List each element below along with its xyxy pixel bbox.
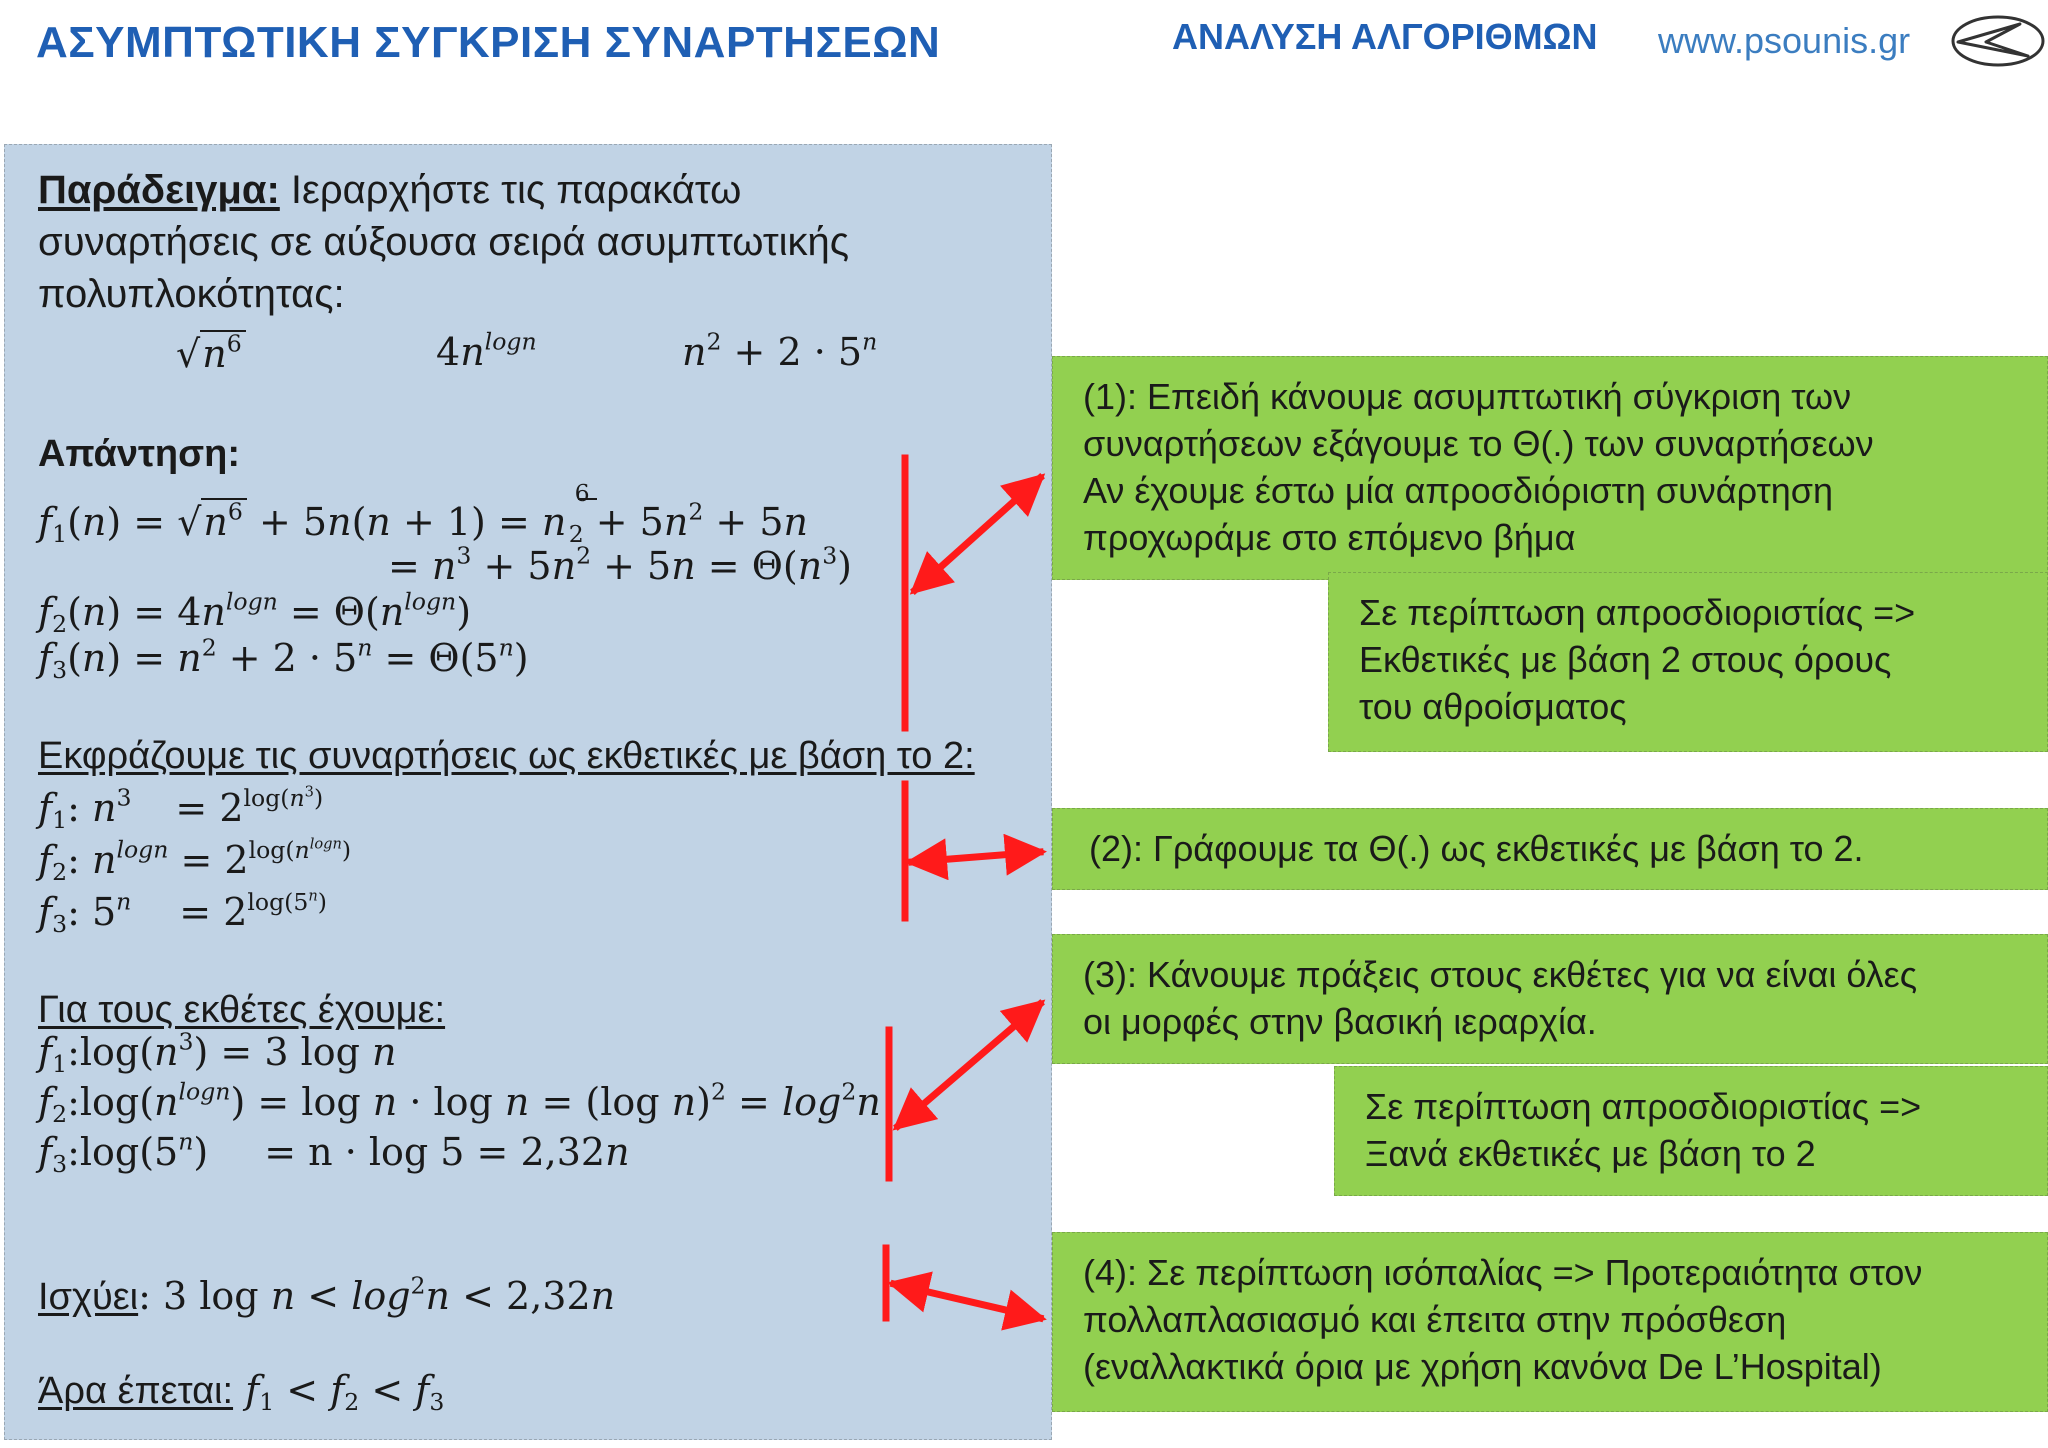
website-link[interactable]: www.psounis.gr (1658, 20, 1911, 61)
note-line: οι μορφές στην βασική ιεραρχία. (1083, 1001, 1597, 1042)
note-step-3 (1052, 934, 2048, 1064)
note-line: (3): Κάνουμε πράξεις στους εκθέτες για να είναι όλες (1083, 954, 1918, 995)
f2-exponent: $f_2:\log(n^{logn}) = \log n \cdot \log n = (\log$ $n)^2 = \log^2n$ (38, 1077, 881, 1129)
function-sqrt-n6: $√n^6$ (176, 330, 246, 376)
course-title: ΑΝΑΛΥΣΗ ΑΛΓΟΡΙΘΜΩΝ (1172, 16, 1598, 57)
express-heading: Εκφράζουμε τις συναρτήσεις ως εκθετικές με βάση το 2: (38, 735, 975, 777)
note-step-4 (1052, 1232, 2048, 1412)
f3-power-of-two: $f_3$: $5^n = 2^{log(5^n)}$ (38, 887, 327, 939)
function-4nlogn: $4n^{logn}$ (436, 327, 537, 374)
note-line: Εκθετικές με βάση 2 στους όρους (1359, 639, 1892, 680)
f3-exponent: $f_3:\log(5^n) = n \cdot \log 5 = 2,32n$ (38, 1127, 630, 1179)
therefore-statement: Άρα έπεται: $f_1 < f_2 < f_3$ (38, 1368, 445, 1417)
answer-label: Απάντηση: (38, 433, 241, 475)
note-line: (4): Σε περίπτωση ισόπαλίας => Προτεραιότητα στον (1083, 1252, 1923, 1293)
example-text-line2: συναρτήσεις σε αύξουσα σειρά ασυμπτωτικής (38, 220, 850, 264)
f2-equation: $f_2(n) = 4n^{logn} = \Theta(n^{logn})$ (38, 587, 472, 639)
example-label: Παράδειγμα: (38, 168, 280, 212)
f1-equation: $f_1(n) = √n^6 + 5n(n + 1) = n$ 6 $2 + 5n^2 + 5n$ (38, 478, 809, 549)
holds-statement: Ισχύει: 3 $\log n < \log^2n < 2,32n$ (38, 1271, 616, 1318)
exponents-heading: Για τους εκθέτες έχουμε: (38, 989, 446, 1031)
f3-equation: $f_3(n) = n^2 + 2 \cdot 5^n = \Theta(5^n)$ (38, 633, 529, 685)
note-line: προχωράμε στο επόμενο βήμα (1083, 517, 1576, 558)
f2-power-of-two: $f_2$: $n^{logn} = 2^{log(n^{logn})}$ (38, 835, 352, 887)
note-step-2 (1052, 808, 2048, 890)
f1-exponent: $f_1:\log(n^3) = 3$ log n (38, 1027, 397, 1079)
note-line: (1): Επειδή κάνουμε ασυμπτωτική σύγκριση των (1083, 376, 1852, 417)
example-text-line3: πολυπλοκότητας: (38, 272, 345, 316)
note-line: του αθροίσματος (1359, 686, 1627, 727)
note-line: Σε περίπτωση απροσδιοριστίας => (1365, 1086, 1922, 1127)
note-indeterminate-2 (1334, 1066, 2048, 1196)
note-line: συναρτήσεων εξάγουμε το Θ(.) των συναρτήσεων (1083, 423, 1874, 464)
example-statement (38, 164, 741, 216)
holds-label: Ισχύει (38, 1276, 139, 1318)
function-n2-plus-5n: $n^2 + 2 \cdot 5^n$ (682, 327, 878, 374)
note-line: Ξανά εκθετικές με βάση το 2 (1365, 1133, 1816, 1174)
logo-icon (1950, 12, 2046, 70)
note-line: Σε περίπτωση απροσδιοριστίας => (1359, 592, 1916, 633)
note-line: (2): Γράφουμε τα Θ(.) ως εκθετικές με βάση το 2. (1089, 828, 1864, 869)
note-line: Αν έχουμε έστω μία απροσδιόριστη συνάρτηση (1083, 470, 1834, 511)
f1-power-of-two: $f_1$: $n^3 = 2^{log(n^3)}$ (38, 783, 324, 835)
note-step-1 (1052, 356, 2048, 580)
example-text-line1: Ιεραρχήστε τις παρακάτω (279, 168, 742, 212)
page-title: ΑΣΥΜΠΤΩΤΙΚΗ ΣΥΓΚΡΙΣΗ ΣΥΝΑΡΤΗΣΕΩΝ (36, 18, 941, 67)
therefore-label: Άρα έπεται: (38, 1370, 234, 1412)
note-indeterminate-1 (1328, 572, 2048, 752)
note-line: πολλαπλασιασμό και έπειτα στην πρόσθεση (1083, 1299, 1787, 1340)
note-line: (εναλλακτικά όρια με χρήση κανόνα De L’Hospital) (1083, 1346, 1882, 1387)
f1-theta: = $n^3 + 5n^2 + 5n = \Theta(n^3)$ (388, 541, 852, 588)
